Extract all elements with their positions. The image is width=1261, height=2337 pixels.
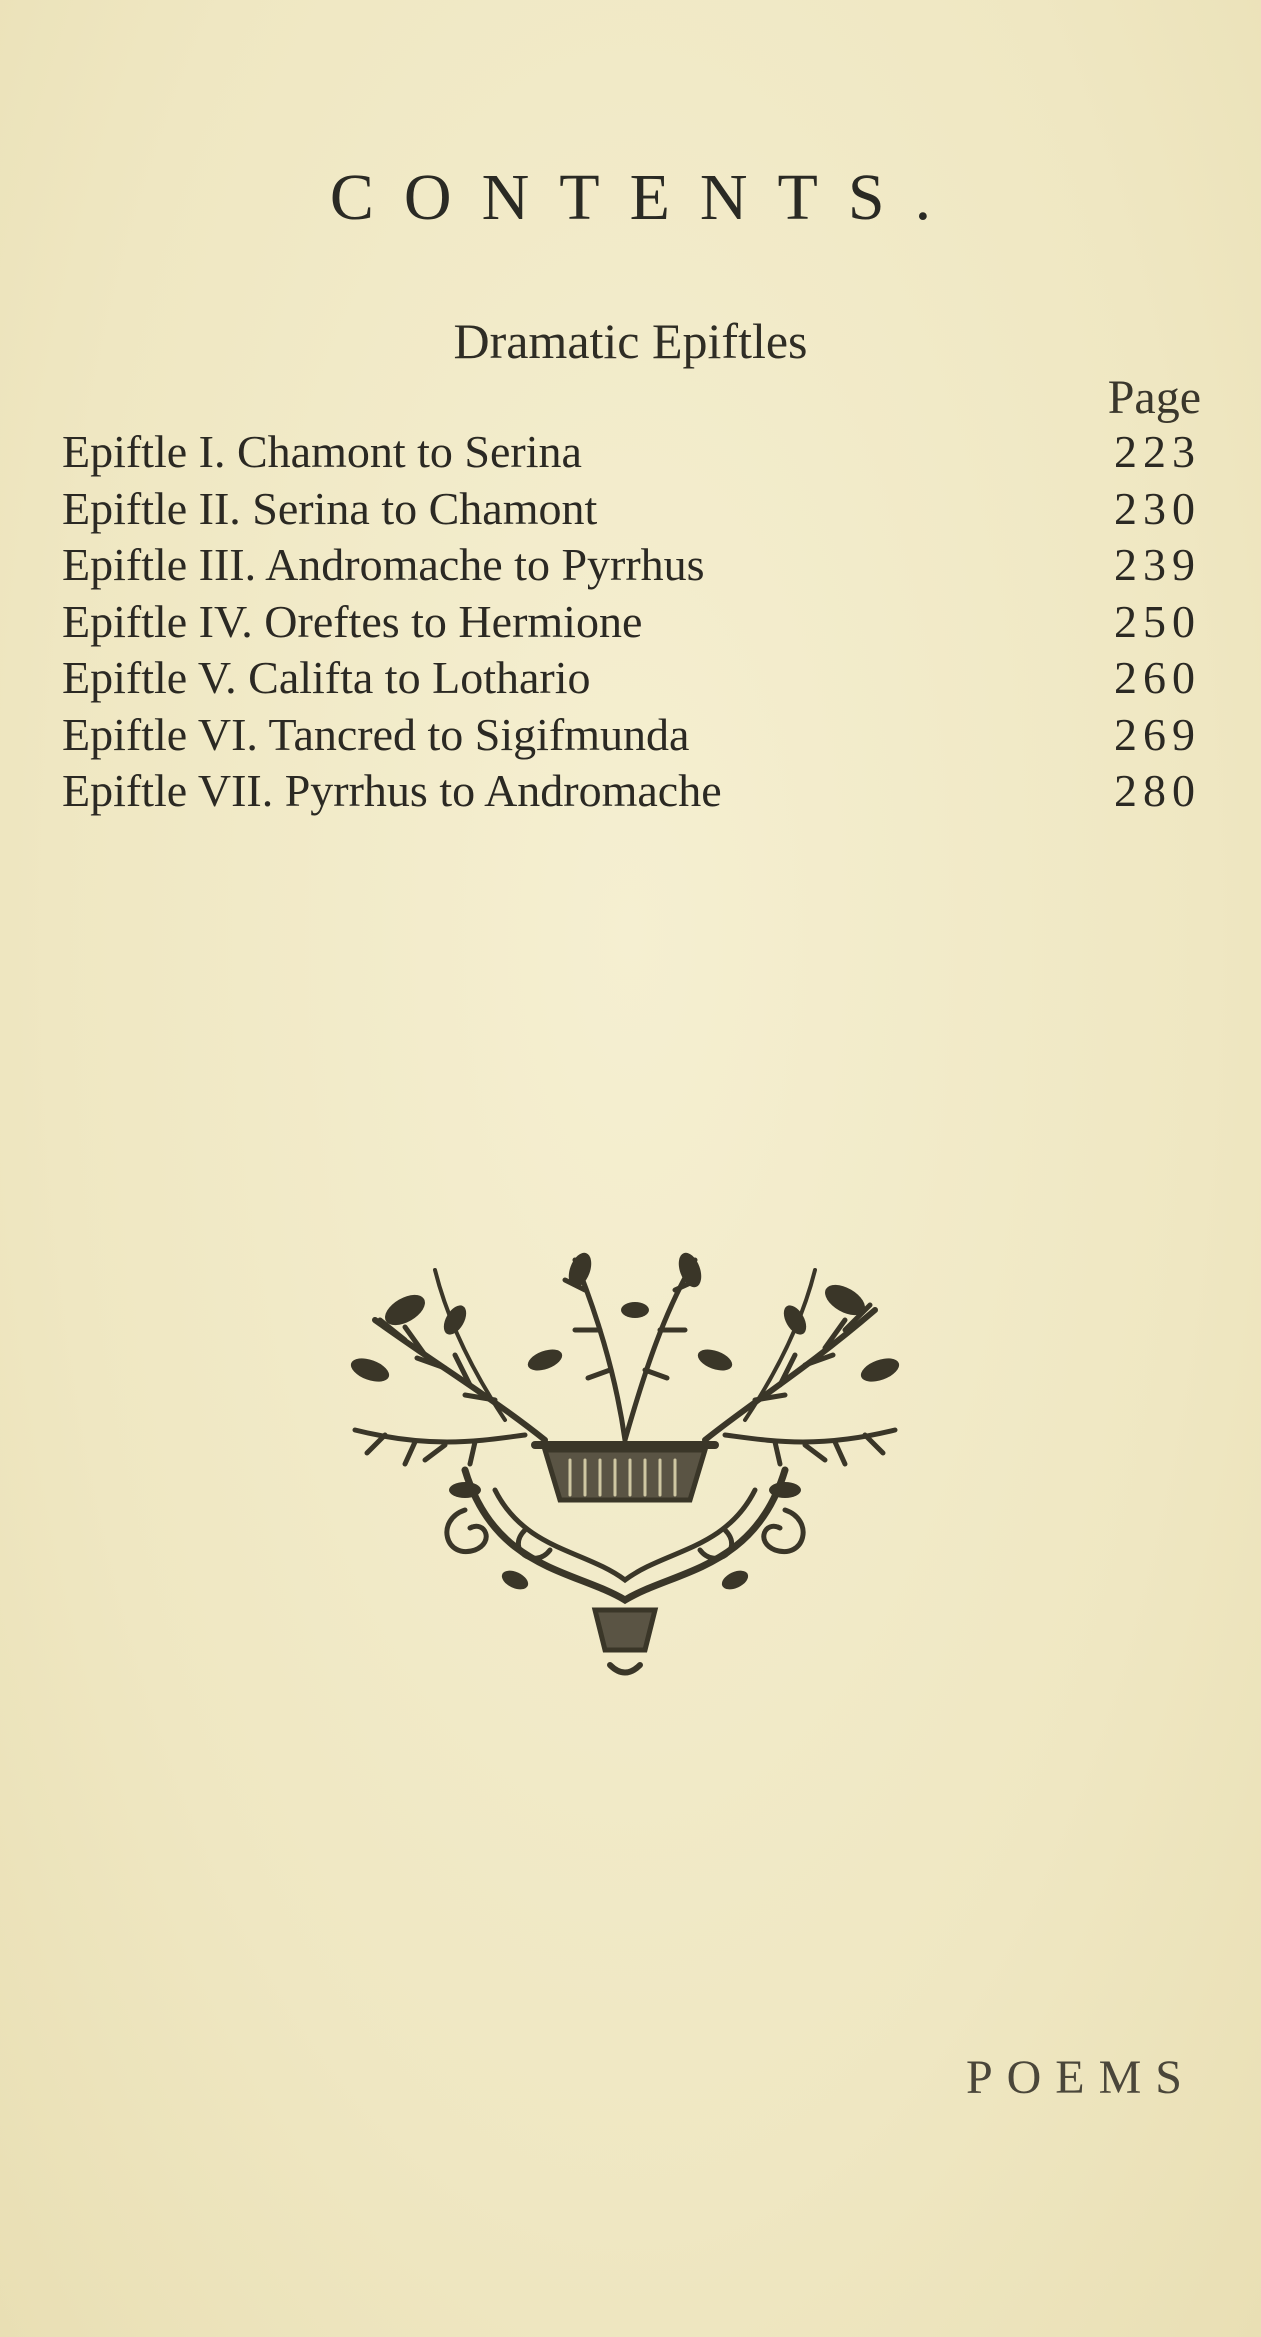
entry-page-number: 269: [1114, 708, 1201, 760]
entry-title: Epiftle IV. Oreftes to Hermione: [62, 595, 643, 647]
list-item: [62, 595, 1201, 652]
list-item: [62, 425, 1201, 482]
entry-page-number: 239: [1114, 539, 1201, 590]
list-item: [62, 651, 1201, 708]
entry-title: Epiftle III. Andromache to Pyrrhus: [62, 539, 705, 590]
entry-title: Epiftle V. Califta to Lothario: [62, 652, 591, 703]
entry-page-number: 260: [1114, 652, 1201, 703]
floral-vase-ornament-icon: [345, 1250, 905, 1690]
entry-page-number: 230: [1114, 482, 1201, 534]
catchword: POEMS: [965, 2051, 1196, 2104]
entry-title: Epiftle VII. Pyrrhus to Andromache: [62, 765, 722, 816]
entry-title: Epiftle II. Serina to Chamont: [62, 482, 598, 534]
contents-list: [62, 425, 1201, 821]
section-heading: Dramatic Epiftles: [453, 313, 808, 369]
list-item: [62, 708, 1201, 765]
list-item: [62, 482, 1201, 539]
entry-page-number: 223: [1114, 426, 1201, 477]
list-item: [62, 764, 1201, 821]
entry-title: Epiftle I. Chamont to Serina: [62, 426, 582, 477]
entry-page-number: 250: [1114, 595, 1201, 647]
entry-page-number: 280: [1114, 765, 1201, 816]
page-column-label: Page: [1107, 371, 1201, 424]
entry-title: Epiftle VI. Tancred to Sigifmunda: [62, 708, 690, 760]
page-title: CONTENTS.: [329, 161, 962, 234]
list-item: [62, 538, 1201, 595]
